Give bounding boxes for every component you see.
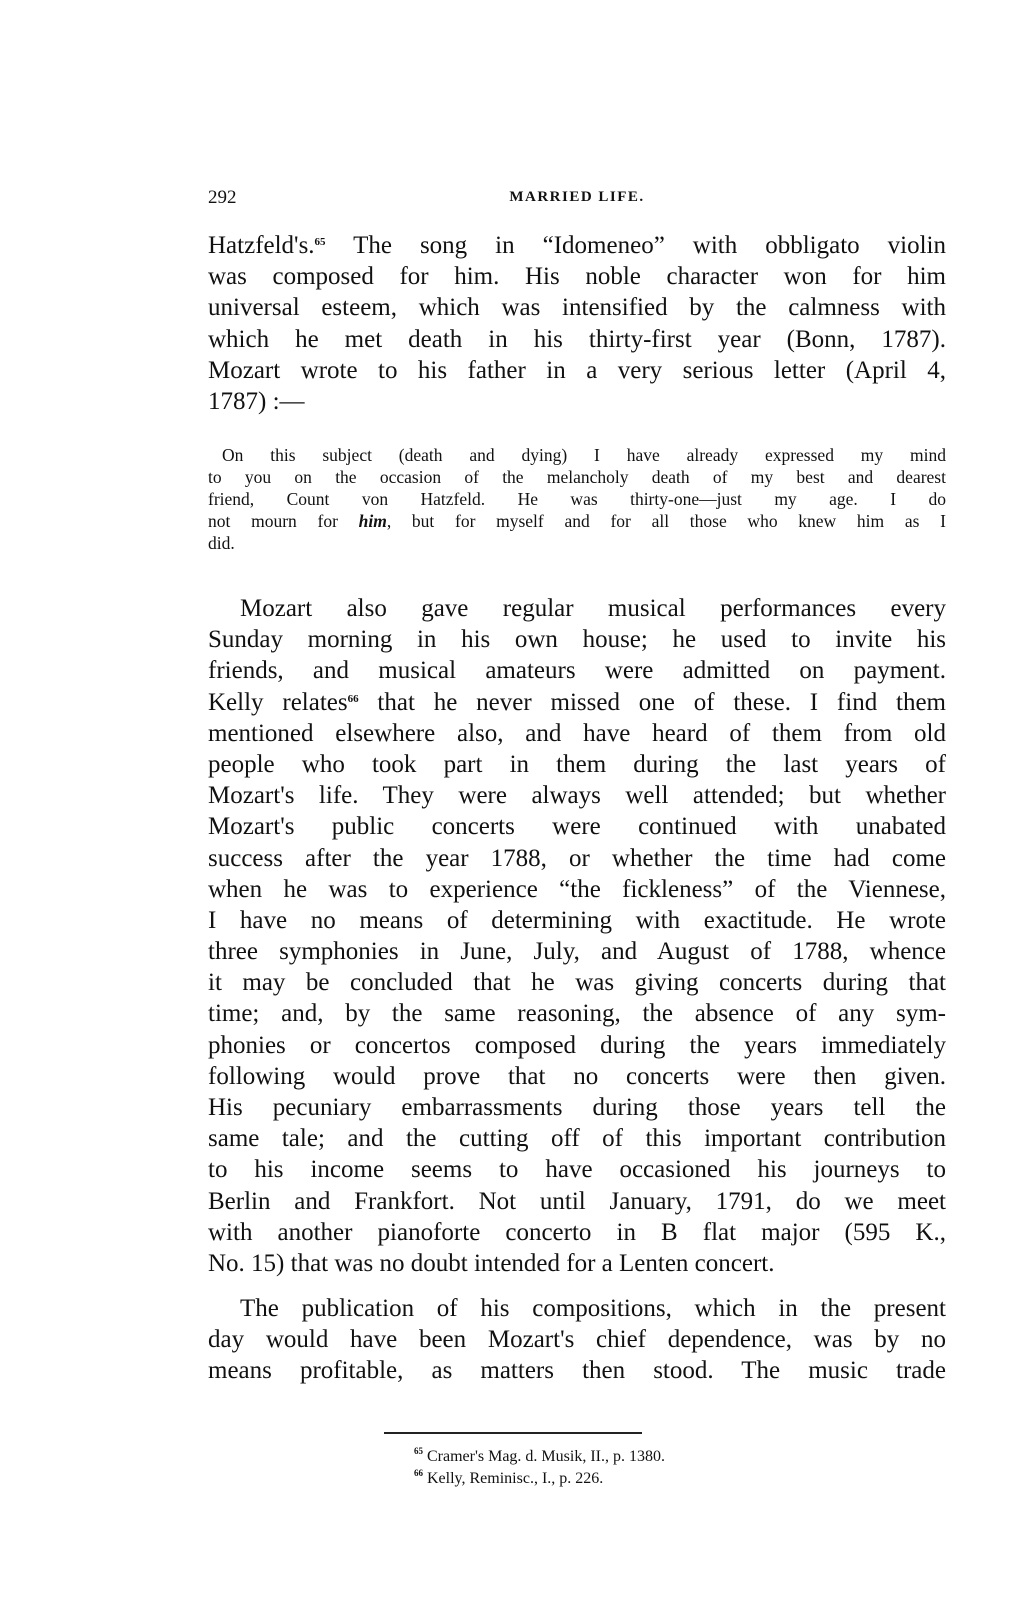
text-line: Mozart also gave regular musical performances every <box>240 595 946 622</box>
text-line: friends, and musical amateurs were admitted on payment. <box>208 657 946 685</box>
block-quote <box>208 444 946 554</box>
text-line: time; and, by the same reasoning, the absence of any sym- <box>208 1000 946 1028</box>
quote-line: not mourn for him, but for myself and for all those who knew him as I <box>208 511 946 531</box>
text-line: No. 15) that was no doubt intended for a Lenten concert. <box>208 1249 775 1277</box>
page-number: 292 <box>208 187 237 208</box>
text-line: Hatzfeld's.$^{65}$ The song in “Idomeneo” with obbligato violin <box>208 232 946 259</box>
text-line: success after the year 1788, or whether the time had come <box>208 844 946 872</box>
text-line: Mozart's public concerts were continued with unabated <box>208 813 946 841</box>
text-line: three symphonies in June, July, and August of 1788, whence <box>208 938 946 966</box>
quote-line: friend, Count von Hatzfeld. He was thirty-one—just my age. I do <box>208 489 946 509</box>
text-line: to his income seems to have occasioned his journeys to <box>208 1156 946 1184</box>
text-line: with another pianoforte concerto in B flat major (595 K., <box>208 1218 946 1246</box>
quote-line: to you on the occasion of the melancholy death of my best and dearest <box>208 467 946 487</box>
footnote-66: $^{66}$ Kelly, Reminisc., I., p. 226. <box>414 1468 604 1487</box>
text-line: His pecuniary embarrassments during those years tell the <box>208 1094 946 1121</box>
text-line: mentioned elsewhere also, and have heard of them from old <box>208 719 946 747</box>
text-line: Kelly relates$^{66}$ that he never missed one of these. I find them <box>208 688 947 716</box>
text-line: Mozart wrote to his father in a very serious letter (April 4, <box>208 356 946 384</box>
text-line: Sunday morning in his own house; he used to invite his <box>208 626 946 654</box>
text-line: was composed for him. His noble character won for him <box>208 263 946 291</box>
running-title: MARRIED LIFE. <box>509 189 645 205</box>
text-line: Berlin and Frankfort. Not until January, 1791, do we meet <box>208 1187 946 1215</box>
quote-line: On this subject (death and dying) I have already expressed my mind <box>222 445 946 465</box>
text-line: following would prove that no concerts were then given. <box>208 1062 946 1090</box>
text-line: The publication of his compositions, which in the present <box>240 1295 946 1322</box>
text-line: universal esteem, which was intensified by the calmness with <box>208 294 946 322</box>
text-line: day would have been Mozart's chief dependence, was by no <box>208 1326 946 1354</box>
text-line: it may be concluded that he was giving concerts during that <box>208 969 946 997</box>
page-header <box>208 187 946 211</box>
text-line: phonies or concertos composed during the years immediately <box>208 1031 946 1059</box>
footnote-65: $^{65}$ Cramer's Mag. d. Musik, II., p. 1380. <box>414 1446 665 1465</box>
footnote-ref-66: 66 <box>347 692 359 705</box>
text-line: when he was to experience “the fickleness” of the Viennese, <box>208 875 946 903</box>
text-line: which he met death in his thirty-first year (Bonn, 1787). <box>208 325 946 353</box>
text-line: means profitable, as matters then stood. The music trade <box>208 1357 946 1385</box>
text-line: I have no means of determining with exactitude. He wrote <box>208 906 946 934</box>
paragraph-2 <box>208 593 946 1279</box>
footnote-divider <box>384 1432 642 1434</box>
text-line: same tale; and the cutting off of this important contribution <box>208 1125 946 1153</box>
text-line: people who took part in them during the last years of <box>208 750 946 778</box>
text-line: Mozart's life. They were always well attended; but whether <box>208 782 946 810</box>
paragraph-3 <box>208 1293 946 1387</box>
quote-line: did. <box>208 533 235 553</box>
paragraph-1 <box>208 230 946 417</box>
footnote-ref-65: 65 <box>314 236 326 248</box>
text-line: 1787) :— <box>208 387 305 415</box>
